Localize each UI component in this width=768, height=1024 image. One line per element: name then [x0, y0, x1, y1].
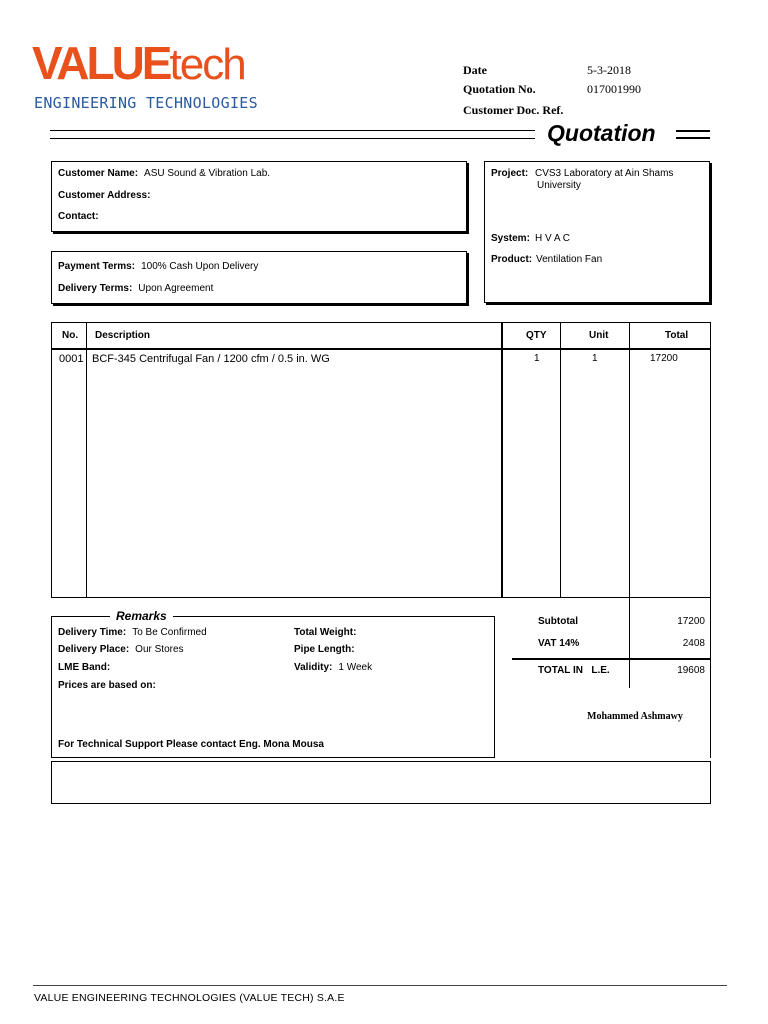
subtotal-value: 17200 [677, 616, 705, 627]
logo-tagline: ENGINEERING TECHNOLOGIES [34, 94, 258, 112]
payment-terms-label: Payment Terms: [58, 261, 136, 272]
project-box [484, 161, 710, 303]
payment-terms-value: 100% Cash Upon Delivery [141, 261, 259, 272]
footer-rule [33, 985, 727, 986]
contact-label: Contact: [58, 211, 99, 222]
delivery-place-label: Delivery Place: [58, 644, 130, 655]
project-value-line1: CVS3 Laboratory at Ain Shams [535, 168, 674, 179]
row-total: 17200 [650, 353, 678, 364]
customer-box [51, 161, 467, 232]
quotation-no-value: 017001990 [587, 82, 641, 96]
col-header-unit: Unit [589, 330, 609, 341]
product-label: Product: [491, 254, 533, 265]
delivery-time-value: To Be Confirmed [132, 627, 207, 638]
footer-text: VALUE ENGINEERING TECHNOLOGIES (VALUE TECH) S.A.E [34, 992, 345, 1004]
row-qty: 1 [534, 353, 540, 364]
project-label: Project: [491, 168, 529, 179]
col-header-no: No. [62, 330, 79, 341]
col-header-description: Description [95, 330, 151, 341]
system-label: System: [491, 233, 530, 244]
title-rule-bottom [50, 138, 535, 139]
date-label: Date [463, 63, 487, 77]
notes-box [51, 761, 711, 804]
project-value-line2: University [537, 180, 581, 191]
row-no: 0001 [59, 353, 84, 365]
customer-name-label: Customer Name: [58, 168, 139, 179]
quotation-no-label: Quotation No. [463, 82, 536, 96]
prices-based-label: Prices are based on: [58, 680, 156, 691]
items-table [51, 322, 711, 598]
delivery-terms-value: Upon Agreement [138, 283, 214, 294]
validity-value: 1 Week [338, 662, 373, 673]
totals-panel [512, 598, 711, 758]
page-title: Quotation [547, 120, 656, 146]
system-value: H V A C [535, 233, 571, 244]
remarks-title: Remarks [110, 609, 173, 623]
subtotal-label: Subtotal [538, 616, 578, 627]
vat-value: 2408 [682, 638, 705, 649]
total-value: 19608 [677, 665, 705, 676]
logo-word-tech: tech [169, 40, 245, 89]
delivery-time-label: Delivery Time: [58, 627, 127, 638]
customer-name-value: ASU Sound & Vibration Lab. [144, 168, 271, 179]
product-value: Ventilation Fan [536, 254, 603, 265]
signature-name: Mohammed Ashmawy [587, 711, 683, 722]
row-description: BCF-345 Centrifugal Fan / 1200 cfm / 0.5 in. WG [92, 353, 330, 365]
title-rule-top [50, 130, 535, 131]
validity-label: Validity: [294, 662, 333, 673]
date-value: 5-3-2018 [587, 63, 631, 77]
remarks-box [51, 609, 495, 758]
title-rule-right-1 [676, 130, 710, 132]
totals-divider [512, 658, 711, 660]
delivery-place-value: Our Stores [135, 644, 184, 655]
title-rule-right-2 [676, 137, 710, 139]
vat-label: VAT 14% [538, 638, 580, 649]
total-weight-label: Total Weight: [294, 627, 357, 638]
lme-band-label: LME Band: [58, 662, 111, 673]
customer-address-label: Customer Address: [58, 190, 151, 201]
row-unit: 1 [592, 353, 598, 364]
col-header-total: Total [665, 330, 689, 341]
terms-box [51, 251, 467, 304]
delivery-terms-label: Delivery Terms: [58, 283, 133, 294]
logo-word-value: VALUE [32, 37, 170, 89]
customer-doc-label: Customer Doc. Ref. [463, 103, 564, 117]
pipe-length-label: Pipe Length: [294, 644, 355, 655]
company-logo [32, 36, 258, 116]
total-label: TOTAL IN L.E. [538, 665, 610, 676]
col-header-qty: QTY [526, 330, 547, 341]
technical-support-text: For Technical Support Please contact Eng. Mona Mousa [58, 739, 324, 750]
